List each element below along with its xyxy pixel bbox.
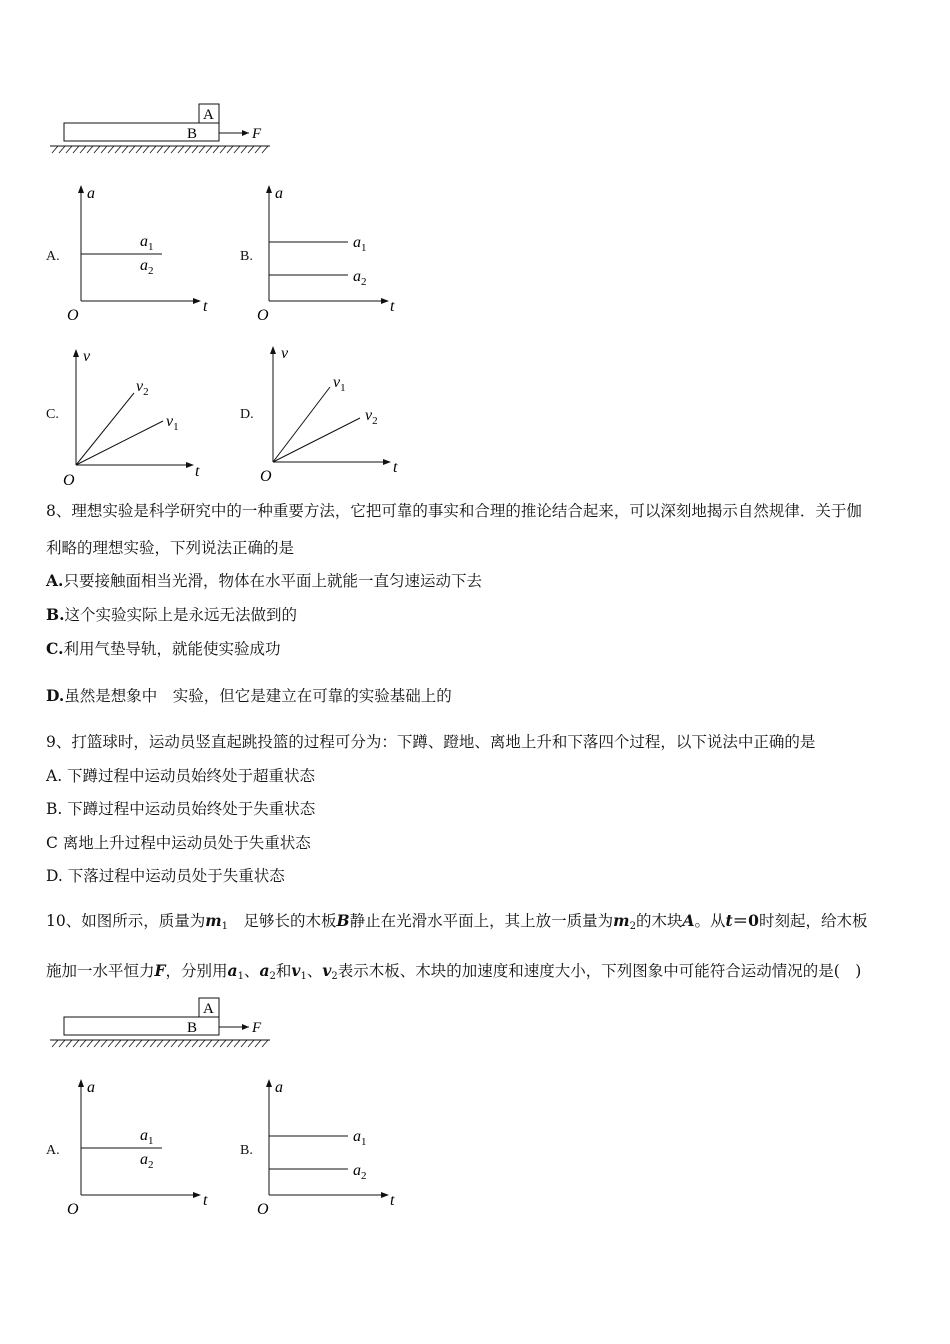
x-axis-label: t [390,298,395,315]
force-label: F [252,126,262,142]
x-axis-label: t [203,1192,208,1209]
label-a2: $a_2$ [140,1151,154,1171]
label-a1: $a_1$ [140,233,154,253]
x-axis-label: t [195,463,200,480]
graph-a-at-bottom [60,1074,220,1219]
x-axis-arrow [381,1192,389,1198]
q8-stem-line2: 利略的理想实验，下列说法正确的是 [46,539,295,557]
graph-d-vt [254,340,414,485]
q9-option-a: A. 下蹲过程中运动员始终处于超重状态 [46,767,316,785]
force-arrow-head [242,130,249,136]
q8-option-d: D.虽然是想象中 实验，但它是建立在可靠的实验基础上的 [46,686,452,705]
label-v1: $v_1$ [333,374,346,394]
y-axis-arrow [78,1079,84,1087]
q10-stem-line1: 10、如图所示，质量为$m_1$ 足够长的木板B静止在光滑水平面上，其上放一质量为$m_2$的木块A。从t＝0时刻起，给木板 [46,911,868,932]
graph-a-label: A. [46,249,60,264]
y-axis-arrow [270,346,276,354]
label-a2: $a_2$ [140,257,154,277]
ground-hatch [52,146,268,153]
q9-option-c: C 离地上升过程中运动员处于失重状态 [46,834,311,852]
q8-option-c: C.利用气垫导轨，就能使实验成功 [46,639,281,658]
y-axis-label: a [275,185,283,202]
graph-c-vt [56,343,216,488]
block-a-label: A [203,1001,214,1017]
x-axis-arrow [186,462,194,468]
origin-label: O [67,307,79,324]
label-a2: $a_2$ [353,268,367,288]
q9-option-d: D. 下落过程中运动员处于失重状态 [46,867,285,885]
x-axis-arrow [381,298,389,304]
line-v2 [76,393,134,465]
graph-b-label: B. [240,249,253,264]
graph-b-at-bottom [248,1074,408,1219]
origin-label: O [63,472,75,488]
label-a1: $a_1$ [353,1128,367,1148]
q8-option-a: A.只要接触面相当光滑，物体在水平面上就能一直匀速运动下去 [46,571,482,590]
x-axis-arrow [193,1192,201,1198]
graph-b-at-top [248,180,408,325]
x-axis-label: t [390,1192,395,1209]
y-axis-label: a [87,1079,95,1096]
block-a-label: A [203,107,214,123]
graph-a-label-bottom: A. [46,1143,60,1158]
graph-a-at-top [60,180,220,325]
q10-stem-line2: 施加一水平恒力F，分别用$a_1$、$a_2$和$v_1$、$v_2$表示木板、木块的加速度和速度大小，下列图象中可能符合运动情况的是( ) [46,961,862,982]
y-axis-label: v [83,348,91,365]
y-axis-label: a [275,1079,283,1096]
y-axis-arrow [266,1079,272,1087]
y-axis-label: v [281,345,289,362]
origin-label: O [257,1201,269,1218]
origin-label: O [257,307,269,324]
y-axis-arrow [266,185,272,193]
graph-d-label: D. [240,407,254,422]
label-a1: $a_1$ [353,234,367,254]
force-arrow-head [242,1024,249,1030]
origin-label: O [67,1201,79,1218]
x-axis-arrow [193,298,201,304]
x-axis-label: t [393,459,398,476]
x-axis-arrow [383,459,391,465]
line-v2 [273,418,360,462]
q9-option-b: B. 下蹲过程中运动员始终处于失重状态 [46,800,316,818]
x-axis-label: t [203,298,208,315]
board-block-diagram-top [44,100,284,160]
graph-b-label-bottom: B. [240,1143,253,1158]
board-b-label: B [187,1020,198,1036]
label-v2: $v_2$ [365,407,378,427]
y-axis-arrow [78,185,84,193]
line-v1 [76,421,163,465]
label-a2: $a_2$ [353,1162,367,1182]
q8-option-b: B.这个实验实际上是永远无法做到的 [46,605,298,624]
ground-hatch [52,1040,268,1047]
label-v1: $v_1$ [166,413,179,433]
q8-stem-line1: 8、理想实验是科学研究中的一种重要方法，它把可靠的事实和合理的推论结合起来，可以深刻地揭示自然规律．关于伽 [46,502,862,520]
force-label: F [252,1020,262,1036]
graph-c-label: C. [46,407,59,422]
y-axis-arrow [73,349,79,357]
q9-stem: 9、打篮球时，运动员竖直起跳投篮的过程可分为：下蹲、蹬地、离地上升和下落四个过程，以下说法中正确的是 [46,733,816,751]
y-axis-label: a [87,185,95,202]
board-block-diagram-bottom [44,994,284,1054]
line-v1 [273,387,330,462]
origin-label: O [260,468,272,485]
board-b-label: B [187,126,198,142]
label-v2: $v_2$ [136,378,149,398]
label-a1: $a_1$ [140,1127,154,1147]
